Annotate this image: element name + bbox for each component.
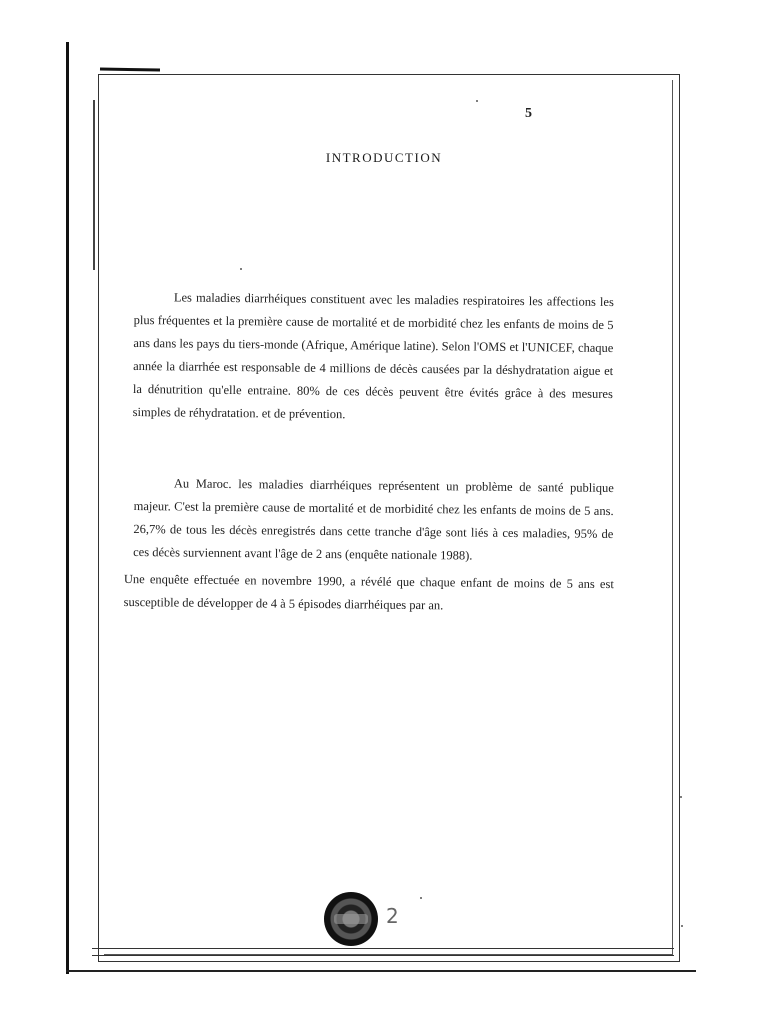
scan-speck <box>681 925 683 927</box>
page-number: 2 <box>386 904 399 928</box>
official-seal <box>324 892 378 946</box>
left-margin-mark <box>93 100 95 270</box>
scan-edge-bottom <box>66 970 696 972</box>
scan-speck <box>476 100 478 102</box>
paragraph-1-text: Les maladies diarrhéiques constituent avec les maladies respiratoires les affections les plus fréquentes et la première cause de mortalité et de morbidité chez les enfants de moins de 5 ans dans les pays du tiers-monde (Afrique, Amérique latine). Selon l'OMS et l'UNICEF, chaque année la diarrhée est responsable de 4 millions de décès causées par la déshydratation aigue et la dénutrition qu'elle entraine. 80% de ces décès peuvent être évités grâce à des mesures simples de réhydratation. et de prévention. <box>132 290 614 422</box>
paragraph-2-text: Au Maroc. les maladies diarrhéiques représentent un problème de santé publique majeur. C'est la première cause de mortalité et de morbidité chez les enfants de moins de 5 ans. 26,7% de tous les décès enregistrés dans cette tranche d'âge sont liés à ces maladies, 95% de ces décès surviennent avant l'âge de 2 ans (enquête nationale 1988). <box>133 476 614 563</box>
top-mark <box>100 67 160 71</box>
paragraph-2 <box>133 472 614 569</box>
scan-speck <box>240 268 242 270</box>
paragraph-1 <box>133 286 614 429</box>
scan-speck <box>680 796 682 798</box>
page-title <box>0 150 768 166</box>
paragraph-3 <box>124 568 614 619</box>
page-frame-bottom-rule <box>92 948 674 956</box>
page-title-text: INTRODUCTION <box>325 150 443 165</box>
scan-speck <box>420 897 422 899</box>
paragraph-3-text: Une enquête effectuée en novembre 1990, a révélé que chaque enfant de moins de 5 ans est susceptible de développer de 4 à 5 épisodes diarrhéiques par an. <box>123 571 614 613</box>
page-corner-mark: 5 <box>525 106 532 121</box>
scan-edge-left <box>66 42 69 974</box>
